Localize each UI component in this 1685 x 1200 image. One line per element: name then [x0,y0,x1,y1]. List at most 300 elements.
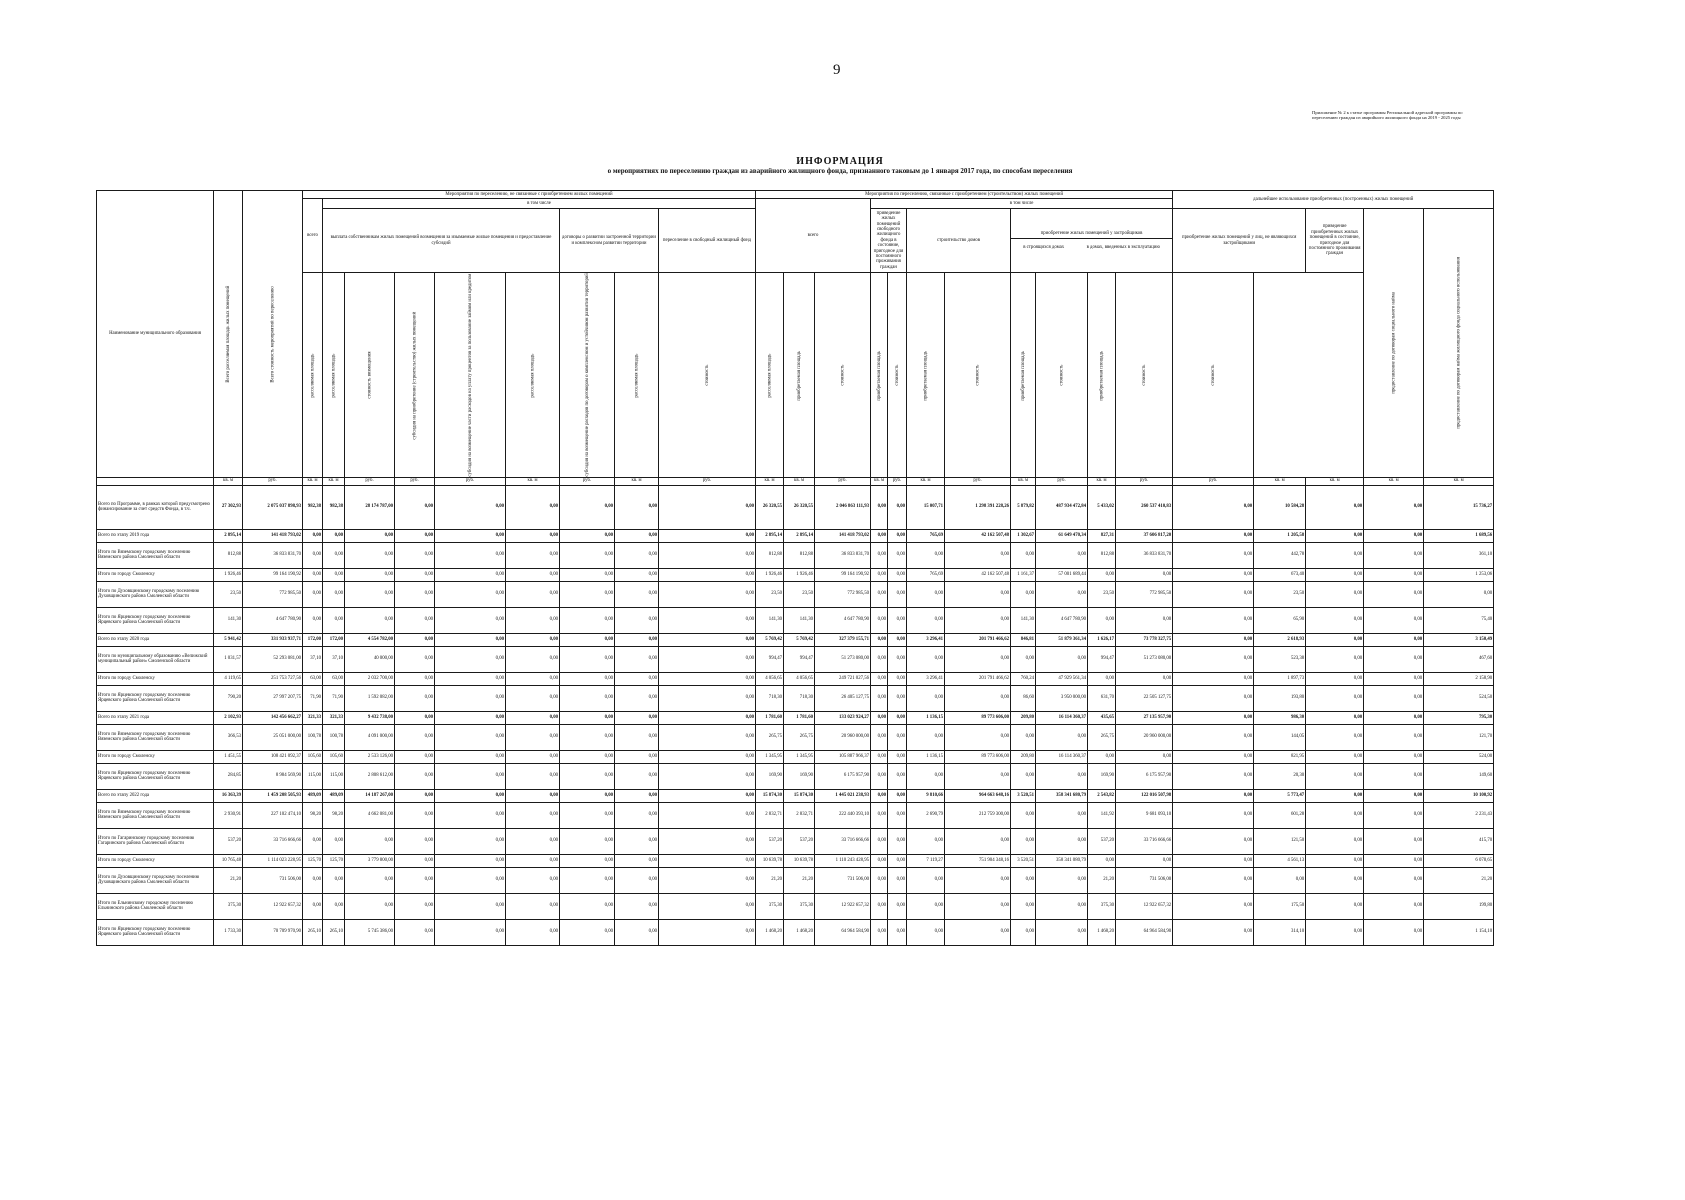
row-value: 8 984 569,90 [243,763,303,789]
row-name: Итого по городу Смоленску [97,672,214,685]
row-value: 0,00 [1011,646,1036,672]
row-value: 15 007,71 [907,485,945,529]
row-value: 2 543,82 [1088,789,1116,802]
row-value: 327 379 155,71 [815,633,871,646]
c-inbuilt-cost: стоимость [1036,273,1088,478]
row-value: 1 445 021 238,93 [815,789,871,802]
row-value: 0,00 [615,485,659,529]
row-value: 33 716 666,66 [815,828,871,854]
row-value: 0,00 [1173,750,1254,763]
unit-cell: кв. м [303,477,323,485]
row-value: 0,00 [1306,646,1364,672]
row-value: 141,92 [1088,802,1116,828]
row-value: 2 690,79 [907,802,945,828]
row-value: 765,69 [907,568,945,581]
row-value: 772 985,50 [815,581,871,607]
row-value: 4 056,65 [756,672,784,685]
appendix-note: Приложение № 2 к статье программы Региональной адресной программы по переселению граждан из аварийного жилищного фонда на 2019 - 2025 годы [1312,110,1463,121]
row-value: 23,50 [1254,581,1306,607]
row-value: 0,00 [888,763,907,789]
row-value: 0,00 [560,854,615,867]
row-value: 2 618,93 [1254,633,1306,646]
c-buy-subsidy-exp: субсидия на возмещение части расходов на уплату процентов за пользование займом или кредитом [435,273,506,478]
row-value: 0,00 [1364,919,1424,945]
row-value: 0,00 [1116,672,1173,685]
row-value: 0,00 [871,750,888,763]
row-value: 21,20 [1088,867,1116,893]
row-value: 0,00 [506,724,560,750]
row-value: 0,00 [659,724,756,750]
row-value: 2 102,93 [214,711,243,724]
row-value: 9 681 093,10 [1116,802,1173,828]
row-value: 812,88 [756,542,784,568]
row-value: 0,00 [871,802,888,828]
row-value: 0,00 [659,750,756,763]
row-value: 0,00 [560,633,615,646]
row-value: 0,00 [1036,646,1088,672]
row-value: 0,00 [560,724,615,750]
row-value: 0,00 [659,607,756,633]
row-value: 0,00 [395,789,435,802]
row-value: 0,00 [506,607,560,633]
row-value: 0,00 [1011,893,1036,919]
row-value: 0,00 [560,529,615,542]
row-value: 0,00 [560,867,615,893]
row-value: 0,00 [888,893,907,919]
row-value: 0,00 [615,581,659,607]
unit-cell: кв. м [1011,477,1036,485]
row-value: 0,00 [506,529,560,542]
row-value: 61 649 470,34 [1036,529,1088,542]
row-value: 0,00 [506,711,560,724]
table-body [97,485,1494,945]
row-value: 0,00 [506,485,560,529]
row-value: 3 520,51 [1011,854,1036,867]
row-value: 1 302,67 [1011,529,1036,542]
row-value: 0,00 [907,763,945,789]
row-value: 6 078,65 [1424,854,1494,867]
row-value: 4 561,13 [1254,854,1306,867]
row-value: 358 341 680,79 [1036,789,1088,802]
row-value: 21,20 [214,867,243,893]
row-name: Итого по городу Смоленску [97,568,214,581]
row-value: 51 273 080,00 [1116,646,1173,672]
row-value: 0,00 [1254,867,1306,893]
row-value: 0,00 [1364,763,1424,789]
row-value: 0,00 [1116,854,1173,867]
row-value: 0,00 [506,750,560,763]
row-value: 375,30 [214,893,243,919]
row-value: 366,53 [214,724,243,750]
row-name: Итого по Вяземскому городскому поселению Вяземского района Смоленской области [97,802,214,828]
row-value: 0,00 [1173,485,1254,529]
row-value: 0,00 [907,581,945,607]
row-value: 0,00 [888,789,907,802]
row-value: 601,28 [1254,802,1306,828]
row-value: 125,70 [303,854,323,867]
c-bring-cost: стоимость [659,273,756,478]
row-value: 37,10 [323,646,345,672]
row-value: 0,00 [303,581,323,607]
row-value: 0,00 [615,711,659,724]
row-value: 37 606 817,20 [1116,529,1173,542]
row-value: 0,00 [1306,711,1364,724]
row-value: 1 733,30 [214,919,243,945]
c-persons-cost: стоимость [1116,273,1173,478]
row-value: 0,00 [871,685,888,711]
col-bring-acquired: приведение приобретенных жилых помещений в состояние, пригодное для постоянного проживания граждан [1306,209,1364,273]
row-value: 0,00 [1364,828,1424,854]
row-value: 1 031,57 [214,646,243,672]
row-value: 537,20 [756,828,784,854]
row-value: 5 773,47 [1254,789,1306,802]
row-value: 23,50 [1088,581,1116,607]
c-a-area: расселяемая площадь [303,273,323,478]
table-row [97,607,1494,633]
row-value: 0,00 [435,581,506,607]
row-value: 0,00 [888,802,907,828]
row-value: 0,00 [615,672,659,685]
row-value: 0,00 [1036,867,1088,893]
row-value: 0,00 [323,542,345,568]
row-value: 0,00 [1306,867,1364,893]
table-row [97,633,1494,646]
row-value: 1 926,46 [784,568,815,581]
unit-cell: руб. [1036,477,1088,485]
row-name: Итого по городу Смоленску [97,854,214,867]
row-value: 5 769,42 [756,633,784,646]
row-value: 21,20 [1424,867,1494,893]
row-value: 0,00 [907,828,945,854]
unit-cell: кв. м [615,477,659,485]
row-value: 0,00 [659,485,756,529]
row-value: 0,00 [888,607,907,633]
row-value: 0,00 [323,607,345,633]
row-value: 100,78 [323,724,345,750]
unit-cell: кв. м [323,477,345,485]
row-value: 1 298 391 228,26 [945,485,1011,529]
row-value: 36 833 831,70 [815,542,871,568]
row-value: 1 205,58 [1254,529,1306,542]
row-value: 265,75 [1088,724,1116,750]
row-value: 0,00 [1364,789,1424,802]
row-value: 0,00 [1364,867,1424,893]
row-value: 222 440 393,10 [815,802,871,828]
row-value: 0,00 [506,633,560,646]
row-value: 0,00 [888,485,907,529]
row-value: 115,00 [303,763,323,789]
row-value: 731 506,00 [1116,867,1173,893]
row-name: Итого по Духовщинскому городскому поселению Духовщинского района Смоленской области [97,867,214,893]
row-value: 141 418 793,02 [815,529,871,542]
row-value: 0,00 [345,607,395,633]
c-buy-subsidy-acq: субсидия на приобретение (строительство) жилых помещений [395,273,435,478]
unit-cell: руб. [1173,477,1254,485]
row-value: 23,50 [756,581,784,607]
row-value: 0,00 [907,724,945,750]
row-name: Итого по Ярцевскому городскому поселению Ярцевского района Смоленской области [97,763,214,789]
row-value: 0,00 [615,633,659,646]
row-value: 21,20 [756,867,784,893]
row-value: 0,00 [871,763,888,789]
row-value: 0,00 [1306,789,1364,802]
row-value: 0,00 [1364,854,1424,867]
unit-blank [97,477,214,485]
row-value: 790,20 [214,685,243,711]
row-value: 0,00 [945,646,1011,672]
row-value: 0,00 [1173,724,1254,750]
resettlement-table [96,190,1494,946]
row-value: 731 506,00 [815,867,871,893]
row-value: 994,47 [784,646,815,672]
row-value: 772 985,50 [1116,581,1173,607]
row-value: 846,81 [1011,633,1036,646]
row-value: 0,00 [345,542,395,568]
row-value: 0,00 [560,711,615,724]
row-value: 105 887 966,37 [815,750,871,763]
row-value: 0,00 [395,485,435,529]
row-value: 21,20 [784,867,815,893]
row-value: 0,00 [1173,893,1254,919]
row-name: Итого по Вяземскому городскому поселению Вяземского района Смоленской области [97,542,214,568]
row-value: 0,00 [907,607,945,633]
row-value: 2 231,43 [1424,802,1494,828]
row-value: 1 136,15 [907,750,945,763]
c-buy-cost: стоимость возмещения [345,273,395,478]
row-value: 0,00 [1173,867,1254,893]
row-value: 169,90 [784,763,815,789]
row-value: 10 765,48 [214,854,243,867]
row-value: 36 833 831,70 [243,542,303,568]
row-value: 0,00 [435,607,506,633]
row-value: 0,00 [506,672,560,685]
row-value: 0,00 [303,867,323,893]
row-value: 0,00 [659,919,756,945]
row-value: 0,00 [506,893,560,919]
row-value: 10 584,28 [1254,485,1306,529]
row-value: 751 904 348,16 [945,854,1011,867]
row-value: 0,00 [323,581,345,607]
col-dev-contracts: договоры о развитии застроенной территории и комплексном развитии территории [560,209,659,273]
row-value: 57 001 689,44 [1036,568,1088,581]
unit-cell: руб. [1116,477,1173,485]
row-value: 0,00 [615,789,659,802]
unit-cell: кв. м [506,477,560,485]
row-value: 0,00 [395,568,435,581]
row-value: 0,00 [323,867,345,893]
row-value: 772 985,50 [243,581,303,607]
row-value: 0,00 [1173,919,1254,945]
row-value: 4 647 780,90 [815,607,871,633]
row-value: 0,00 [560,568,615,581]
c-buy-area: расселяемая площадь [323,273,345,478]
row-value: 5 941,42 [214,633,243,646]
col-build-houses: строительство домов [907,209,1011,273]
c-bringacq-cost: стоимость [1173,273,1254,478]
row-value: 16 114 360,37 [1036,750,1088,763]
row-value: 812,88 [1088,542,1116,568]
row-value: 0,00 [659,711,756,724]
row-value: 0,00 [945,581,1011,607]
row-value: 0,00 [435,633,506,646]
row-value: 0,00 [871,893,888,919]
row-value: 0,00 [1173,542,1254,568]
row-value: 0,00 [1011,724,1036,750]
row-value: 3 520,51 [1011,789,1036,802]
row-value: 0,00 [395,828,435,854]
row-value: 0,00 [945,685,1011,711]
row-value: 0,00 [945,919,1011,945]
row-name: Итого по Ярцевскому городскому поселению Ярцевского района Смоленской области [97,919,214,945]
row-value: 537,20 [1088,828,1116,854]
row-value: 0,00 [435,828,506,854]
row-value: 144,05 [1254,724,1306,750]
row-value: 0,00 [945,542,1011,568]
row-value: 0,00 [1364,893,1424,919]
row-value: 0,00 [395,542,435,568]
col-from-persons: приобретение жилых помещений у лиц, не являющихся застройщиками [1173,209,1306,273]
row-value: 28 174 787,00 [345,485,395,529]
row-value: 0,00 [560,828,615,854]
row-value: 2 046 863 111,93 [815,485,871,529]
row-value: 0,00 [615,750,659,763]
row-value: 0,00 [1036,581,1088,607]
row-value: 0,00 [395,685,435,711]
row-value: 321,33 [303,711,323,724]
row-value: 375,30 [784,893,815,919]
table-row [97,711,1494,724]
row-value: 0,00 [560,581,615,607]
row-value: 3 950 000,00 [1036,685,1088,711]
row-value: 0,00 [395,763,435,789]
row-value: 0,00 [659,542,756,568]
row-value: 0,00 [435,711,506,724]
row-value: 89 773 606,00 [945,750,1011,763]
row-value: 0,00 [395,581,435,607]
row-value: 0,00 [1036,828,1088,854]
row-value: 0,00 [945,867,1011,893]
row-value: 1 345,95 [784,750,815,763]
row-value: 0,00 [1011,802,1036,828]
row-value: 70 709 970,90 [243,919,303,945]
table-row [97,802,1494,828]
row-value: 0,00 [303,607,323,633]
row-value: 0,00 [659,802,756,828]
row-value: 5 745 386,00 [345,919,395,945]
row-value: 0,00 [395,672,435,685]
row-value: 27 302,93 [214,485,243,529]
row-value: 4 119,65 [214,672,243,685]
row-value: 0,00 [659,763,756,789]
row-value: 0,00 [560,607,615,633]
row-value: 0,00 [1116,750,1173,763]
row-value: 2 832,71 [756,802,784,828]
c-b-area: расселяемая площадь [756,273,784,478]
row-value: 0,00 [615,854,659,867]
row-value: 0,00 [1011,867,1036,893]
col-total-cost: Всего стоимость мероприятий по переселению [243,191,303,478]
row-name: Всего по этапу 2022 года [97,789,214,802]
row-value: 64 964 584,90 [815,919,871,945]
row-value: 201 791 466,62 [945,672,1011,685]
row-value: 0,00 [615,724,659,750]
row-value: 42 162 507,48 [945,568,1011,581]
row-value: 0,00 [1306,672,1364,685]
row-value: 172,00 [323,633,345,646]
document-title [430,156,1250,176]
row-value: 141,30 [756,607,784,633]
row-value: 0,00 [1306,568,1364,581]
row-value: 7 119,27 [907,854,945,867]
row-value: 0,00 [1364,672,1424,685]
row-value: 0,00 [871,789,888,802]
row-value: 122 016 507,98 [1116,789,1173,802]
row-value: 0,00 [1173,711,1254,724]
acq-construct-label: приобретение жилых помещений у застройщиков [1011,231,1172,239]
row-value: 0,00 [1364,711,1424,724]
row-value: 537,20 [784,828,815,854]
row-value: 435,65 [1088,711,1116,724]
c-build-cost: стоимость [888,273,907,478]
row-value: 0,00 [345,893,395,919]
row-value: 0,00 [395,867,435,893]
row-value: 0,00 [435,919,506,945]
row-value: 0,00 [1306,919,1364,945]
unit-cell: руб. [945,477,1011,485]
row-value: 0,00 [303,529,323,542]
c-inbuilt-acq: приобретаемая площадь [1011,273,1036,478]
row-value: 0,00 [1306,685,1364,711]
row-value: 0,00 [1364,802,1424,828]
row-value: 0,00 [303,568,323,581]
row-value: 361,10 [1424,542,1494,568]
row-value: 1 689,56 [1424,529,1494,542]
unit-cell: кв. м [871,477,888,485]
row-value: 115,00 [323,763,345,789]
row-value: 0,00 [945,828,1011,854]
table-row [97,529,1494,542]
row-value: 0,00 [560,685,615,711]
row-value: 0,00 [395,646,435,672]
row-value: 821,95 [1254,750,1306,763]
row-value: 12 922 657,32 [815,893,871,919]
row-value: 537,20 [214,828,243,854]
row-value: 133 023 924,27 [815,711,871,724]
row-value: 4 647 780,90 [243,607,303,633]
row-value: 10 639,78 [784,854,815,867]
row-value: 0,00 [1364,607,1424,633]
table-row [97,763,1494,789]
row-value: 0,00 [907,919,945,945]
row-value: 0,00 [1364,568,1424,581]
row-value: 1 926,46 [756,568,784,581]
row-value: 812,88 [214,542,243,568]
row-value: 3 296,41 [907,633,945,646]
row-value: 0,00 [615,529,659,542]
row-value: 0,00 [871,542,888,568]
row-value: 0,00 [888,919,907,945]
row-value: 0,00 [907,646,945,672]
row-value: 0,00 [615,646,659,672]
row-value: 26 405 127,75 [815,685,871,711]
row-value: 265,10 [323,919,345,945]
row-value: 0,00 [435,867,506,893]
c-build-acq: приобретаемая площадь [871,273,888,478]
row-value: 193,80 [1254,685,1306,711]
row-value: 249 721 027,56 [815,672,871,685]
row-value: 0,00 [871,672,888,685]
row-value: 718,30 [756,685,784,711]
